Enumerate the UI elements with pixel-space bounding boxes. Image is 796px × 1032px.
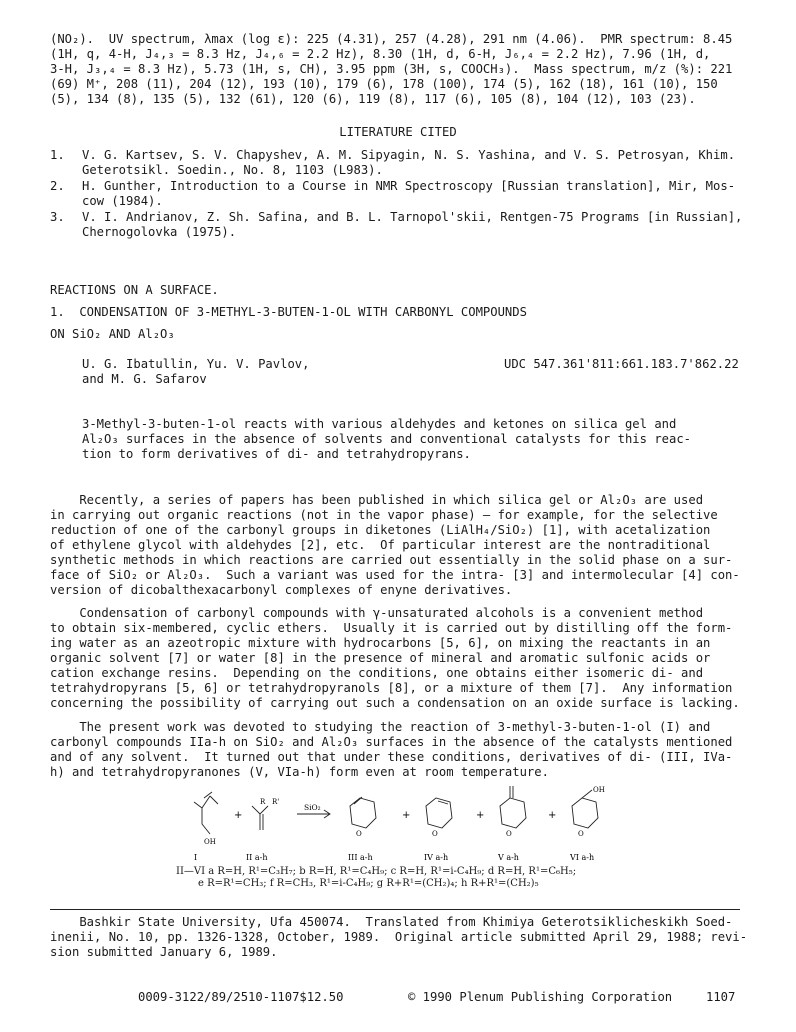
scheme-ring-oxygen: O (432, 830, 438, 838)
article-title-line: 1. CONDENSATION OF 3-METHYL-3-BUTEN-1-OL WITH CARBONYL COMPOUNDS (50, 305, 527, 319)
page-number: 1107 (706, 990, 736, 1004)
body-line: carbonyl compounds IIa-h on SiO₂ and Al₂O₃ surfaces in the absence of the catalysts mentioned (50, 735, 733, 749)
footnote-line: sion submitted January 6, 1989. (50, 945, 278, 959)
footnote-line: inenii, No. 10, pp. 1326-1328, October, 1989. Original article submitted April 29, 1988; revi- (50, 930, 748, 944)
body-line: h) and tetrahydropyranones (V, VIa-h) form even at room temperature. (50, 765, 549, 779)
scheme-plus: + (234, 810, 243, 821)
scheme-reagent: SiO₂ (304, 803, 321, 812)
top-paragraph-line: (69) M⁺, 208 (11), 204 (12), 193 (10), 179 (6), 178 (100), 174 (5), 162 (18), 161 (10), 150 (50, 77, 718, 91)
body-line: version of dicobalthexacarbonyl complexes of enyne derivatives. (50, 583, 513, 597)
top-paragraph-line: (1H, q, 4-H, J₄,₃ = 8.3 Hz, J₄,₆ = 2.2 Hz), 8.30 (1H, d, 6-H, J₆,₄ = 2.2 Hz), 7.96 (1H, d, (50, 47, 711, 61)
scheme-plus: + (476, 810, 485, 821)
footnote-line: Bashkir State University, Ufa 450074. Translated from Khimiya Geterotsiklicheskikh Soed- (50, 915, 733, 929)
body-line: of ethylene glycol with aldehydes [2], etc. Of particular interest are the nontraditional (50, 538, 711, 552)
scheme-plus: + (548, 810, 557, 821)
abstract-line: Al₂O₃ surfaces in the absence of solvents and conventional catalysts for this reac- (82, 432, 692, 446)
compound-label-ii: II a-h (246, 853, 268, 862)
body-line: synthetic methods in which reactions are carried out essentially in the solid phase on a sur- (50, 553, 733, 567)
reference-line: cow (1984). (82, 194, 163, 208)
body-line: cation exchange resins. Depending on the conditions, one obtains either isomeric di- and (50, 666, 704, 680)
scheme-plus: + (402, 810, 411, 821)
compound-label-iii: III a-h (348, 853, 373, 862)
reference-line: Chernogolovka (1975). (82, 225, 237, 239)
scheme-ring-oxygen: O (356, 830, 362, 838)
scheme-oh: OH (593, 786, 605, 794)
body-line: reduction of one of the carbonyl groups in diketones (LiAlH₄/SiO₂) [1], with acetalization (50, 523, 711, 537)
compound-label-v: V a-h (498, 853, 519, 862)
compound-label-vi: VI a-h (570, 853, 595, 862)
series-title: REACTIONS ON A SURFACE. (50, 283, 219, 297)
scheme-caption-line: II—VI a R=H, R¹=C₃H₇; b R=H, R¹=C₄H₉; c R=H, R¹=i-C₄H₉; d R=H, R¹=C₆H₅; (176, 866, 577, 877)
body-line: in carrying out organic reactions (not in the vapor phase) — for example, for the selective (50, 508, 718, 522)
reference-line: V. I. Andrianov, Z. Sh. Safina, and B. L. Tarnopol'skii, Rentgen-75 Programs [in Russian], (82, 210, 743, 224)
body-line: tetrahydropyrans [5, 6] or tetrahydropyranols [8], or a mixture of them [7]. Any information (50, 681, 733, 695)
literature-heading: LITERATURE CITED (339, 125, 457, 139)
body-line: organic solvent [7] or water [8] in the presence of mineral and aromatic sulfonic acids or (50, 651, 711, 665)
reference-number: 1. (50, 148, 65, 162)
body-line: and of any solvent. It turned out that under these conditions, derivatives of di- (III, IVa- (50, 750, 733, 764)
body-line: ing water as an azeotropic mixture with hydrocarbons [5, 6], on mixing the reactants in an (50, 636, 711, 650)
article-title-line: ON SiO₂ AND Al₂O₃ (50, 327, 175, 341)
footer-code: 0009-3122/89/2510-1107$12.50 (138, 990, 344, 1004)
body-line: Condensation of carbonyl compounds with γ-unsaturated alcohols is a convenient method (50, 606, 704, 620)
abstract-line: tion to form derivatives of di- and tetrahydropyrans. (82, 447, 471, 461)
body-line: concerning the possibility of carrying out such a condensation on an oxide surface is lacking. (50, 696, 740, 710)
scheme-sub-r1: R' (272, 798, 280, 806)
udc-code: UDC 547.361'811:661.183.7'862.22 (504, 357, 739, 371)
compound-label-i: I (194, 853, 198, 862)
footnote-divider (50, 909, 740, 910)
body-line: face of SiO₂ or Al₂O₃. Such a variant was used for the intra- [3] and intermolecular [4] con- (50, 568, 740, 582)
body-line: Recently, a series of papers has been published in which silica gel or Al₂O₃ are used (50, 493, 704, 507)
authors-line: U. G. Ibatullin, Yu. V. Pavlov, (82, 357, 310, 371)
reference-number: 3. (50, 210, 65, 224)
authors-line: and M. G. Safarov (82, 372, 207, 386)
reference-line: H. Gunther, Introduction to a Course in NMR Spectroscopy [Russian translation], Mir, Mos- (82, 179, 736, 193)
compound-label-iv: IV a-h (424, 853, 449, 862)
reference-number: 2. (50, 179, 65, 193)
reaction-scheme (180, 784, 640, 864)
top-paragraph-line: (5), 134 (8), 135 (5), 132 (61), 120 (6), 119 (8), 117 (6), 105 (8), 104 (12), 103 (23). (50, 92, 696, 106)
scheme-ring-oxygen: O (578, 830, 584, 838)
reference-line: Geterotsikl. Soedin., No. 8, 1103 (L983). (82, 163, 383, 177)
scheme-caption-line: e R=R¹=CH₃; f R=CH₃, R¹=i-C₄H₉; g R+R¹=(CH₂)₄; h R+R¹=(CH₂)₅ (198, 878, 539, 889)
top-paragraph-line: 3-H, J₃,₄ = 8.3 Hz), 5.73 (1H, s, CH), 3.95 ppm (3H, s, COOCH₃). Mass spectrum, m/z (%): 221 (50, 62, 733, 76)
scheme-ring-oxygen: O (506, 830, 512, 838)
body-line: to obtain six-membered, cyclic ethers. Usually it is carried out by distilling off the form- (50, 621, 733, 635)
footer-copyright: © 1990 Plenum Publishing Corporation (408, 990, 673, 1004)
reference-line: V. G. Kartsev, S. V. Chapyshev, A. M. Sipyagin, N. S. Yashina, and V. S. Petrosyan, Khim. (82, 148, 736, 162)
body-line: The present work was devoted to studying the reaction of 3-methyl-3-buten-1-ol (I) and (50, 720, 711, 734)
scheme-oh: OH (204, 838, 216, 846)
top-paragraph-line: (NO₂). UV spectrum, λmax (log ε): 225 (4.31), 257 (4.28), 291 nm (4.06). PMR spectrum: 8.45 (50, 32, 733, 46)
abstract-line: 3-Methyl-3-buten-1-ol reacts with various aldehydes and ketones on silica gel and (82, 417, 677, 431)
scheme-sub-r: R (260, 798, 266, 806)
